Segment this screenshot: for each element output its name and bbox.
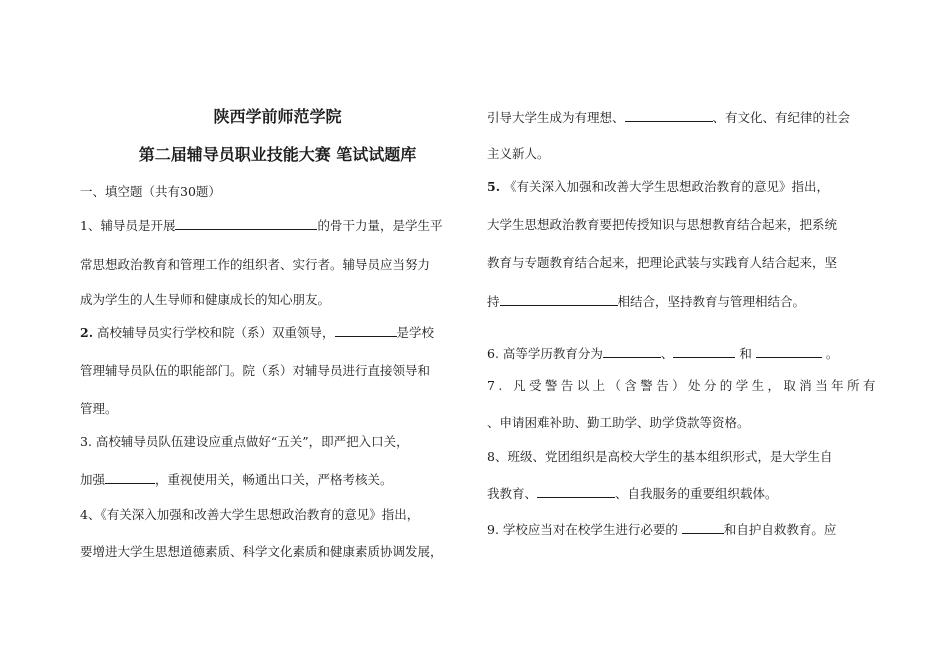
q3-line-1: 3. 高校辅导员队伍建设应重点做好“五关”，即严把入口关， [80, 434, 409, 449]
q5-line-1 [487, 178, 829, 196]
q7-line-2: 、申请困难补助、勤工助学、助学贷款等资格。 [487, 415, 750, 430]
q6-blank-2[interactable] [673, 344, 735, 358]
q2-text-pre: 高校辅导员实行学校和院（系）双重领导， [93, 325, 335, 340]
q8-text-pre: 我教育、 [487, 486, 538, 501]
q1-line-2: 常思想政治教育和管理工作的组织者、实行者。辅导员应当努力 [80, 257, 431, 272]
q6-end: 。 [821, 346, 839, 361]
q8-blank[interactable] [537, 484, 615, 498]
q2-line-2: 管理辅导员队伍的职能部门。院（系）对辅导员进行直接领导和 [80, 363, 431, 378]
q8-text-post: 、自我服务的重要组织载体。 [615, 486, 778, 501]
q5-line-4 [487, 292, 805, 311]
q1-line-3: 成为学生的人生导师和健康成长的知心朋友。 [80, 292, 331, 307]
school-name: 陕西学前师范学院 [213, 107, 342, 126]
q5-text-a: 《有关深入加强和改善大学生思想政治教育的意见》指出， [500, 179, 830, 194]
q3-text-pre: 加强 [80, 472, 106, 487]
q6-text-pre: 6. 高等学历教育分为 [487, 346, 603, 361]
q1-text-post: 的骨干力量，是学生平 [317, 218, 443, 233]
q2-text-post: 是学校 [396, 325, 435, 340]
section-heading: 一、填空题（共有30题） [80, 184, 221, 199]
q1-text-pre: 1、辅导员是开展 [80, 218, 176, 233]
q9-blank[interactable] [682, 520, 724, 534]
q1-line-1 [80, 216, 442, 235]
q3-text-post: ，重视使用关，畅通出口关，严格考核关。 [155, 472, 393, 487]
q5-text-post: 相结合，坚持教育与管理相结合。 [617, 294, 806, 309]
q8-line-1: 8、班级、党团组织是高校大学生的基本组织形式，是大学生自 [487, 449, 833, 464]
doc-title: 第二届辅导员职业技能大赛 笔试试题库 [138, 145, 417, 164]
q2-number: 2. [80, 325, 94, 340]
q4-line-1: 4、《有关深入加强和改善大学生思想政治教育的意见》指出， [80, 507, 420, 522]
q2-line-1 [80, 323, 434, 342]
q5-line-3: 教育与专题教育结合起来，把理论武装与实践育人结合起来，坚 [487, 255, 838, 270]
q1-blank[interactable] [175, 216, 317, 230]
q5-number: 5. [487, 179, 501, 194]
q4-line-4: 主义新人。 [487, 146, 550, 161]
q8-line-2 [487, 484, 778, 503]
q5-line-2: 大学生思想政治教育要把传授知识与思想教育结合起来，把系统 [487, 217, 838, 232]
q6-sep-1: 、 [660, 346, 674, 361]
q9-line-1 [487, 520, 836, 539]
q4c-text-pre: 引导大学生成为有理想、 [487, 110, 625, 125]
q7-line-1: 7. 凡受警告以上（含警告）处分的学生，取消当年所有 [487, 378, 879, 393]
q2-line-3: 管理。 [80, 401, 118, 416]
q9-text-pre: 9. 学校应当对在校学生进行必要的 [487, 522, 682, 537]
q6-line-1 [487, 344, 838, 363]
q6-blank-1[interactable] [603, 344, 661, 358]
q6-sep-2: 和 [735, 346, 756, 361]
q6-blank-3[interactable] [756, 344, 822, 358]
q4-line-2: 要增进大学生思想道德素质、科学文化素质和健康素质协调发展， [80, 544, 443, 559]
q4c-text-post: 、有文化、有纪律的社会 [712, 110, 851, 125]
q5-text-pre: 持 [487, 294, 500, 309]
q4-blank[interactable] [625, 108, 713, 122]
q2-blank[interactable] [335, 323, 397, 337]
q3-line-2 [80, 470, 393, 489]
q4-line-3 [487, 108, 850, 127]
q9-text-post: 和自护自救教育。应 [723, 522, 837, 537]
q3-blank[interactable] [105, 470, 155, 484]
q5-blank[interactable] [500, 292, 618, 306]
